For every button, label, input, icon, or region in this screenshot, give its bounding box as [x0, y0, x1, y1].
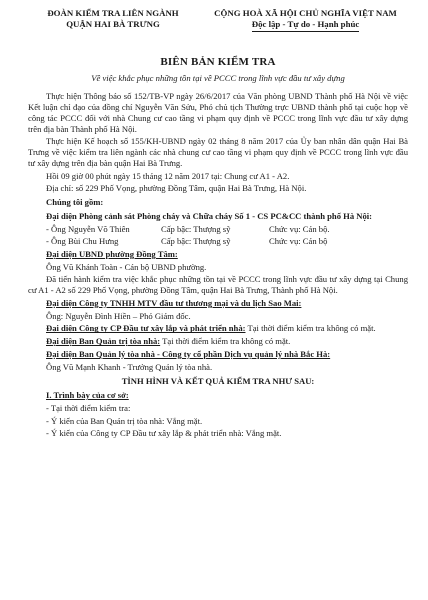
section-1-title: I. Trình bày của cơ sở:: [46, 390, 129, 401]
document-title: BIÊN BẢN KIỂM TRA: [160, 55, 276, 68]
paragraph-address: Địa chỉ: số 229 Phố Vọng, phường Đồng Tâm, quận Hai Bà Trưng, Hà Nội.: [46, 183, 307, 194]
investor-rep: [28, 323, 408, 334]
member-rank: Cấp bậc: Thượng sỹ: [161, 236, 231, 247]
member-name: - Ông Nguyễn Võ Thiên: [46, 223, 130, 234]
member-row: [28, 236, 408, 247]
member-row: [28, 224, 408, 235]
issuing-agency: [28, 8, 198, 32]
investor-status: Tại thời điểm kiểm tra không có mặt.: [245, 323, 376, 334]
ward-person: Ông Vũ Khánh Toàn - Cán bộ UBND phường.: [46, 261, 207, 272]
paragraph-notice: Thực hiện Thông báo số 152/TB-VP ngày 26/6/2017 của Văn phòng UBND Thành phố Hà Nội về việc Kết luận chỉ đạo của đồng chí Nguyễn Văn Sửu, Phó chủ tịch Thường trực UBND thành phố tại cuộc họp về công tác PCCC đối với nhà Chung cư cao tầng vi phạm quy định về PCCC trong lĩnh vực đầu tư xây dựng trên địa bàn Thành phố Hà Nội.: [28, 91, 408, 134]
member-name: - Ông Bùi Chu Hưng: [46, 236, 119, 247]
ward-label: Đại diện UBND phường Đồng Tâm:: [46, 249, 178, 259]
country-name: CỘNG HOÀ XÃ HỘI CHỦ NGHĨA VIỆT NAM: [214, 8, 397, 18]
document-body: [28, 91, 408, 439]
member-rank: Cấp bậc: Thượng sỹ: [161, 223, 231, 234]
team-heading: Chúng tôi gồm:: [46, 197, 104, 208]
national-heading: [203, 8, 408, 32]
member-role: Chức vụ: Cán bộ.: [269, 223, 330, 234]
board-status: Tại thời điểm kiểm tra không có mặt.: [160, 336, 291, 347]
police-heading: Đại diện Phòng cảnh sát Phòng cháy và Chữa cháy Số 1 - CS PC&CC thành phố Hà Nội:: [46, 210, 373, 221]
company-label: Đại diện Công ty TNHH MTV đầu tư thương mại và du lịch Sao Mai:: [46, 297, 302, 308]
agency-district: QUẬN HAI BÀ TRƯNG: [66, 18, 160, 29]
list-item: - Ý kiến của Công ty CP Đầu tư xây lắp & phát triển nhà: Vắng mặt.: [46, 428, 282, 439]
ward-rep: [28, 249, 408, 260]
paragraph-plan: Thực hiện Kế hoạch số 155/KH-UBND ngày 02 tháng 8 năm 2017 của Ủy ban nhân dân quận Hai Bà Trưng về việc kiểm tra liên ngành các nhà chung cư cao tầng vi phạm quy định về PCCC trong lĩnh vực đầu tư xây dựng trên địa bàn quận Hai Bà Trưng.: [28, 136, 408, 168]
results-title: TÌNH HÌNH VÀ KẾT QUẢ KIỂM TRA NHƯ SAU:: [121, 376, 315, 387]
inspection-statement: Đã tiến hành kiểm tra việc khắc phục những tồn tại về PCCC trong lĩnh vực đầu tư xây dựng tại Chung cư A1 - A2 số 229 Phố Vọng, phường Đồng Tâm, quận Hai Bà Trưng, Thành phố Hà Nội.: [28, 274, 408, 296]
management-label: Đại diện Ban Quản lý tòa nhà - Công ty cổ phần Dịch vụ quản lý nhà Bắc Hà:: [46, 348, 331, 359]
board-label: Đại diện Ban Quản trị tòa nhà:: [46, 336, 161, 347]
member-role: Chức vụ: Cán bộ: [269, 236, 328, 247]
company-rep: [28, 298, 408, 309]
document-subtitle: Về việc khắc phục những tồn tại về PCCC trong lĩnh vực đầu tư xây dựng: [91, 72, 345, 83]
document-header: [28, 8, 408, 32]
investor-label: Đại diện Công ty CP Đầu tư xây lắp và phát triển nhà:: [46, 323, 246, 334]
list-item: - Tại thời điểm kiểm tra:: [46, 402, 131, 413]
national-motto: Độc lập - Tự do - Hạnh phúc: [252, 19, 360, 32]
management-person: Ông Vũ Mạnh Khanh - Trưởng Quản lý tòa nhà.: [46, 361, 213, 372]
list-item: - Ý kiến của Ban Quản trị tòa nhà: Vắng mặt.: [46, 415, 203, 426]
board-rep: [28, 336, 408, 347]
management-rep: [28, 349, 408, 360]
agency-name: ĐOÀN KIỂM TRA LIÊN NGÀNH: [47, 8, 179, 18]
company-person: Ông: Nguyễn Đình Hiền – Phó Giám đốc.: [46, 310, 191, 321]
paragraph-time: Hồi 09 giờ 00 phút ngày 15 tháng 12 năm 2017 tại: Chung cư A1 - A2.: [46, 170, 290, 181]
